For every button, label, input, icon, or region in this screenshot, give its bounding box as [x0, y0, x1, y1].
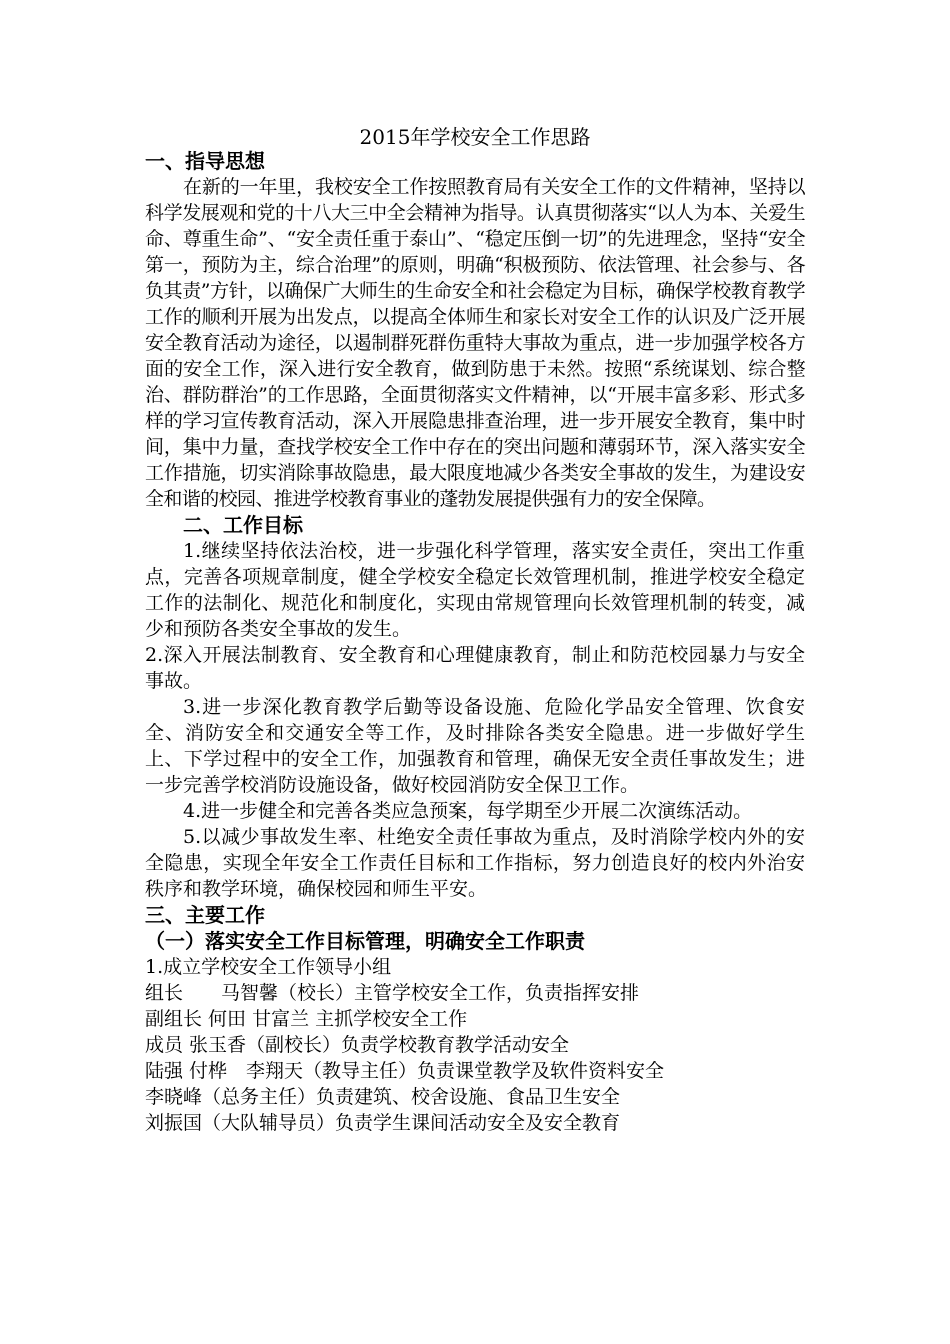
list-item: 陆强 付桦 李翔天（教导主任）负责课堂教学及软件资料安全 [145, 1060, 665, 1082]
document-title: 2015年学校安全工作思路 [359, 125, 591, 149]
list-item: 组长 马智馨（校长）主管学校安全工作，负责指挥安排 [145, 982, 640, 1004]
section-heading-guiding-thought: 一、指导思想 [145, 149, 265, 173]
paragraph-guiding-thought: 在新的一年里，我校安全工作按照教育局有关安全工作的文件精神，坚持以科学发展观和党的十八大三中全会精神为指导。认真贯彻落实“以人为本、关爱生命、尊重生命”、“安全责任重于泰山”、“稳定压倒一切”的先进理念，坚持“安全第一，预防为主，综合治理”的原则，明确“积极预防、依法管理、社会参与、各负其责”方针，以确保广大师生的生命安全和社会稳定为目标，确保学校教育教学工作的顺利开展为出发点，以提高全体师生和家长对安全工作的认识及广泛开展安全教育活动为途径，以遏制群死群伤重特大事故为重点，进一步加强学校各方面的安全工作，深入进行安全教育，做到防患于未然。按照“系统谋划、综合整治、群防群治”的工作思路，全面贯彻落实文件精神，以“开展丰富多彩、形式多样的学习宣传教育活动，深入开展隐患排查治理，进一步开展安全教育，集中时间，集中力量，查找学校安全工作中存在的突出问题和薄弱环节，深入落实安全工作措施，切实消除事故隐患，最大限度地减少各类安全事故的发生，为建设安全和谐的校园、推进学校教育事业的蓬勃发展提供强有力的安全保障。 [145, 176, 805, 510]
list-item: 成员 张玉香（副校长）负责学校教育教学活动安全 [145, 1034, 570, 1056]
leadership-group-list [145, 954, 805, 1136]
list-item: 副组长 何田 甘富兰 主抓学校安全工作 [145, 1008, 468, 1030]
list-item: 李晓峰（总务主任）负责建筑、校舍设施、食品卫生安全 [145, 1086, 621, 1108]
document-body [145, 148, 805, 1136]
list-item: 刘振国（大队辅导员）负责学生课间活动安全及安全教育 [145, 1112, 621, 1134]
goal-item-3: 3.进一步深化教育教学后勤等设备设施、危险化学品安全管理、饮食安全、消防安全和交通安全等工作，及时排除各类安全隐患。进一步做好学生上、下学过程中的安全工作，加强教育和管理，确保无安全责任事故发生；进一步完善学校消防设施设备，做好校园消防安全保卫工作。 [145, 696, 805, 796]
goal-item-5: 5.以减少事故发生率、杜绝安全责任事故为重点，及时消除学校内外的安全隐患，实现全年安全工作责任目标和工作指标，努力创造良好的校内外治安秩序和教学环境，确保校园和师生平安。 [145, 826, 805, 900]
goal-item-4: 4.进一步健全和完善各类应急预案，每学期至少开展二次演练活动。 [183, 800, 753, 822]
section-heading-work-goals: 二、工作目标 [183, 513, 303, 537]
subsection-heading-1: （一）落实安全工作目标管理，明确安全工作职责 [145, 929, 585, 953]
goal-item-1: 1.继续坚持依法治校，进一步强化科学管理，落实安全责任，突出工作重点，完善各项规章制度，健全学校安全稳定长效管理机制，推进学校安全稳定工作的法制化、规范化和制度化，实现由常规管理向长效管理机制的转变，减少和预防各类安全事故的发生。 [145, 540, 805, 640]
goal-item-2: 2.深入开展法制教育、安全教育和心理健康教育，制止和防范校园暴力与安全事故。 [145, 644, 805, 692]
list-item: 1.成立学校安全工作领导小组 [145, 956, 392, 978]
section-heading-main-work: 三、主要工作 [145, 903, 265, 927]
